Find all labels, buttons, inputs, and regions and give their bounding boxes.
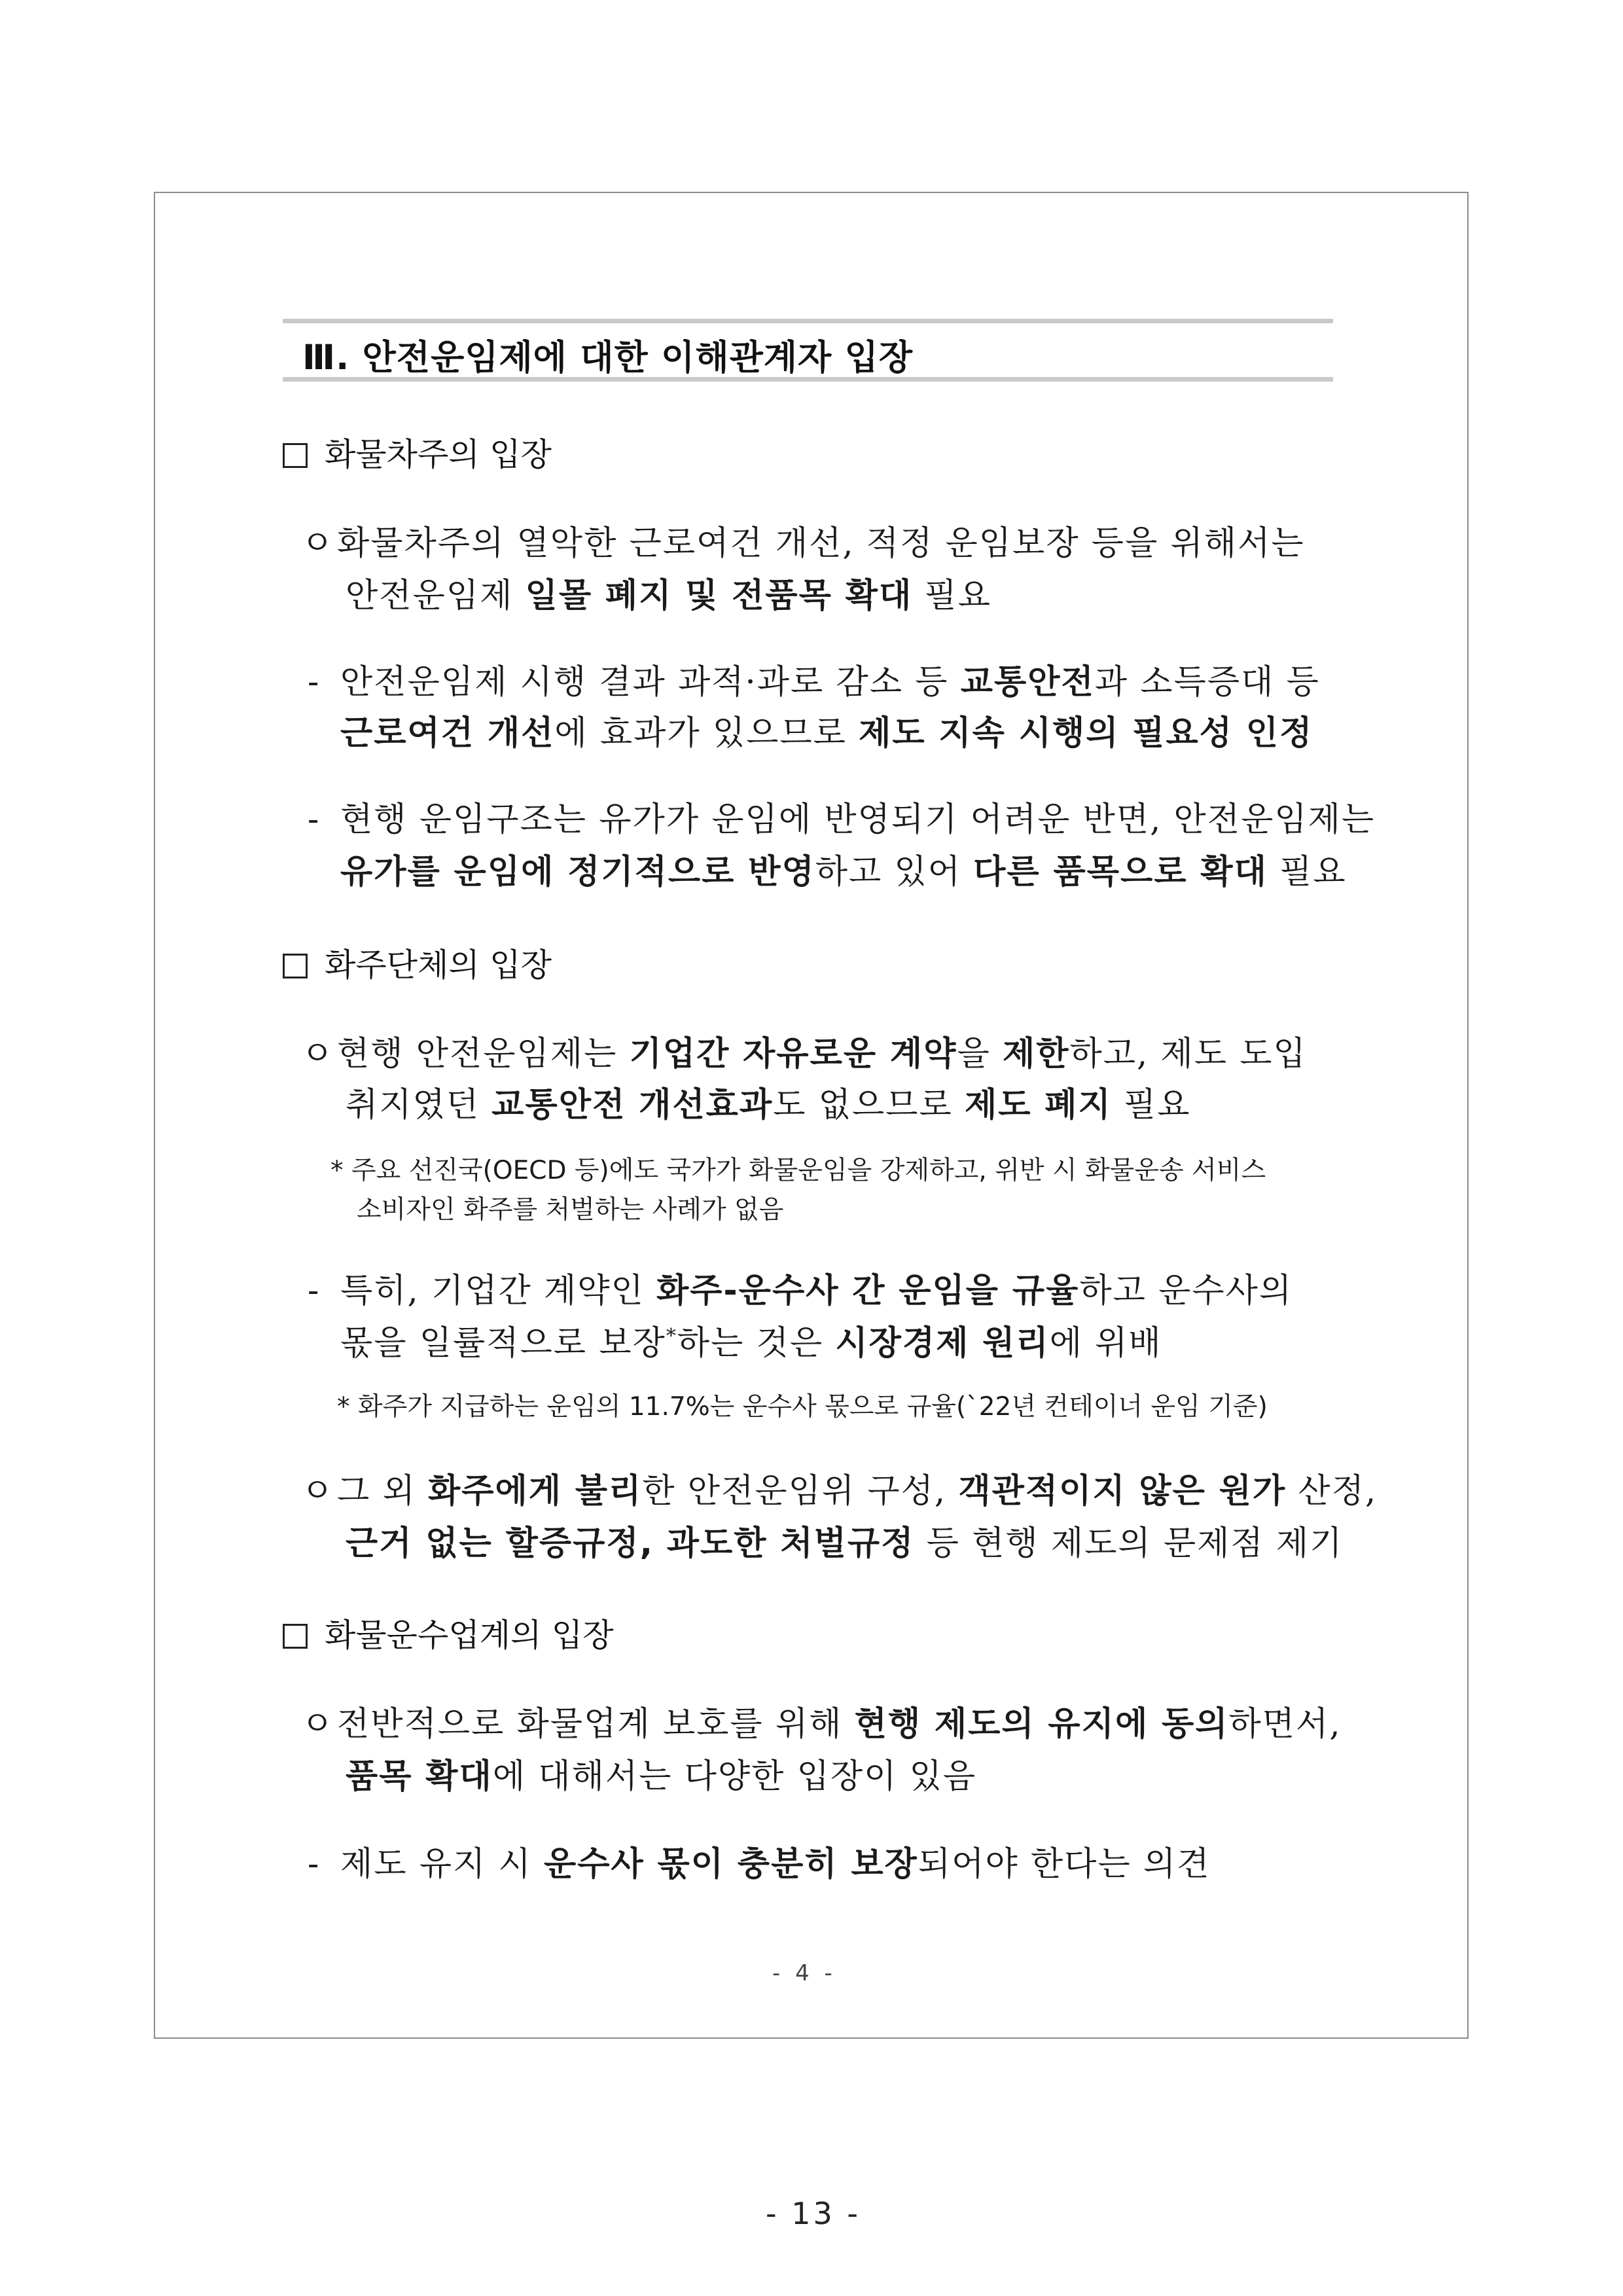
circle-bullet-icon: ㅇ [301,1035,335,1073]
carrier-bullet-1-line-1: ㅇ전반적으로 화물업계 보호를 위해 현행 제도의 유지에 동의하면서, [301,1696,1342,1745]
section-title-bar [283,319,1333,382]
owner-dash-2-line-1: - 현행 운임구조는 유가가 운임에 반영되기 어려운 반면, 안전운임제는 [308,800,1376,839]
carrier-heading: 화물운수업계의 입장 [283,1610,614,1656]
checkbox-square-icon [283,1624,308,1649]
checkbox-square-icon [283,954,308,978]
checkbox-square-icon [283,443,308,468]
shipper-bullet-1-line-1: ㅇ현행 안전운임제는 기업간 자유로운 계약을 제한하고, 제도 도입 [301,1026,1307,1075]
shipper-bullet-2-line-2: 근거 없는 할증규정, 과도한 처벌규정 등 현행 제도의 문제점 제기 [346,1524,1344,1563]
shipper-bullet-2-line-1: ㅇ그 외 화주에게 불리한 안전운임위 구성, 객관적이지 않은 원가 산정, [301,1463,1377,1512]
shipper-dash-1-line-2: 몫을 일률적으로 보장*하는 것은 시장경제 원리에 위배 [340,1324,1162,1363]
circle-bullet-icon: ㅇ [301,524,335,563]
shipper-note-2: * 화주가 지급하는 운임의 11.7%는 운수사 몫으로 규율(`22년 컨테이너 운임 기준) [337,1392,1268,1422]
circle-bullet-icon: ㅇ [301,1472,335,1511]
owner-bullet-1-line-1: ㅇ화물차주의 열악한 근로여건 개선, 적정 운임보장 등을 위해서는 [301,516,1305,564]
inner-page-number: - 4 - [772,1960,836,1986]
dash-marker: - [308,1845,321,1884]
shipper-bullet-1-line-2: 취지였던 교통안전 개선효과도 없으므로 제도 폐지 필요 [346,1086,1191,1124]
carrier-dash-1: - 제도 유지 시 운수사 몫이 충분히 보장되어야 한다는 의견 [308,1845,1211,1884]
shipper-heading: 화주단체의 입장 [283,940,552,986]
page-number: - 13 - [766,2196,861,2231]
dash-marker: - [308,663,321,702]
shipper-dash-1-line-1: - 특히, 기업간 계약인 화주-운수사 간 운임을 규율하고 운수사의 [308,1272,1293,1310]
dash-marker: - [308,800,321,839]
dash-marker: - [308,1272,321,1310]
circle-bullet-icon: ㅇ [301,1705,335,1744]
owner-bullet-1-line-2: 안전운임제 일몰 폐지 및 전품목 확대 필요 [346,577,991,615]
shipper-note-1-line-1: * 주요 선진국(OECD 등)에도 국가가 화물운임을 강제하고, 위반 시 화물운송 서비스 [330,1156,1266,1185]
owner-dash-1-line-2: 근로여건 개선에 효과가 있으므로 제도 지속 시행의 필요성 인정 [340,714,1313,753]
owner-dash-1-line-1: - 안전운임제 시행 결과 과적·과로 감소 등 교통안전과 소득증대 등 [308,663,1320,702]
carrier-bullet-1-line-2: 품목 확대에 대해서는 다양한 입장이 있음 [346,1757,977,1796]
shipper-note-1-line-2: 소비자인 화주를 처벌하는 사례가 없음 [357,1195,784,1225]
owner-heading: 화물차주의 입장 [283,429,552,475]
owner-dash-2-line-2: 유가를 운임에 정기적으로 반영하고 있어 다른 품목으로 확대 필요 [340,853,1347,891]
section-title: Ⅲ. 안전운임제에 대한 이해관계자 입장 [302,338,914,378]
